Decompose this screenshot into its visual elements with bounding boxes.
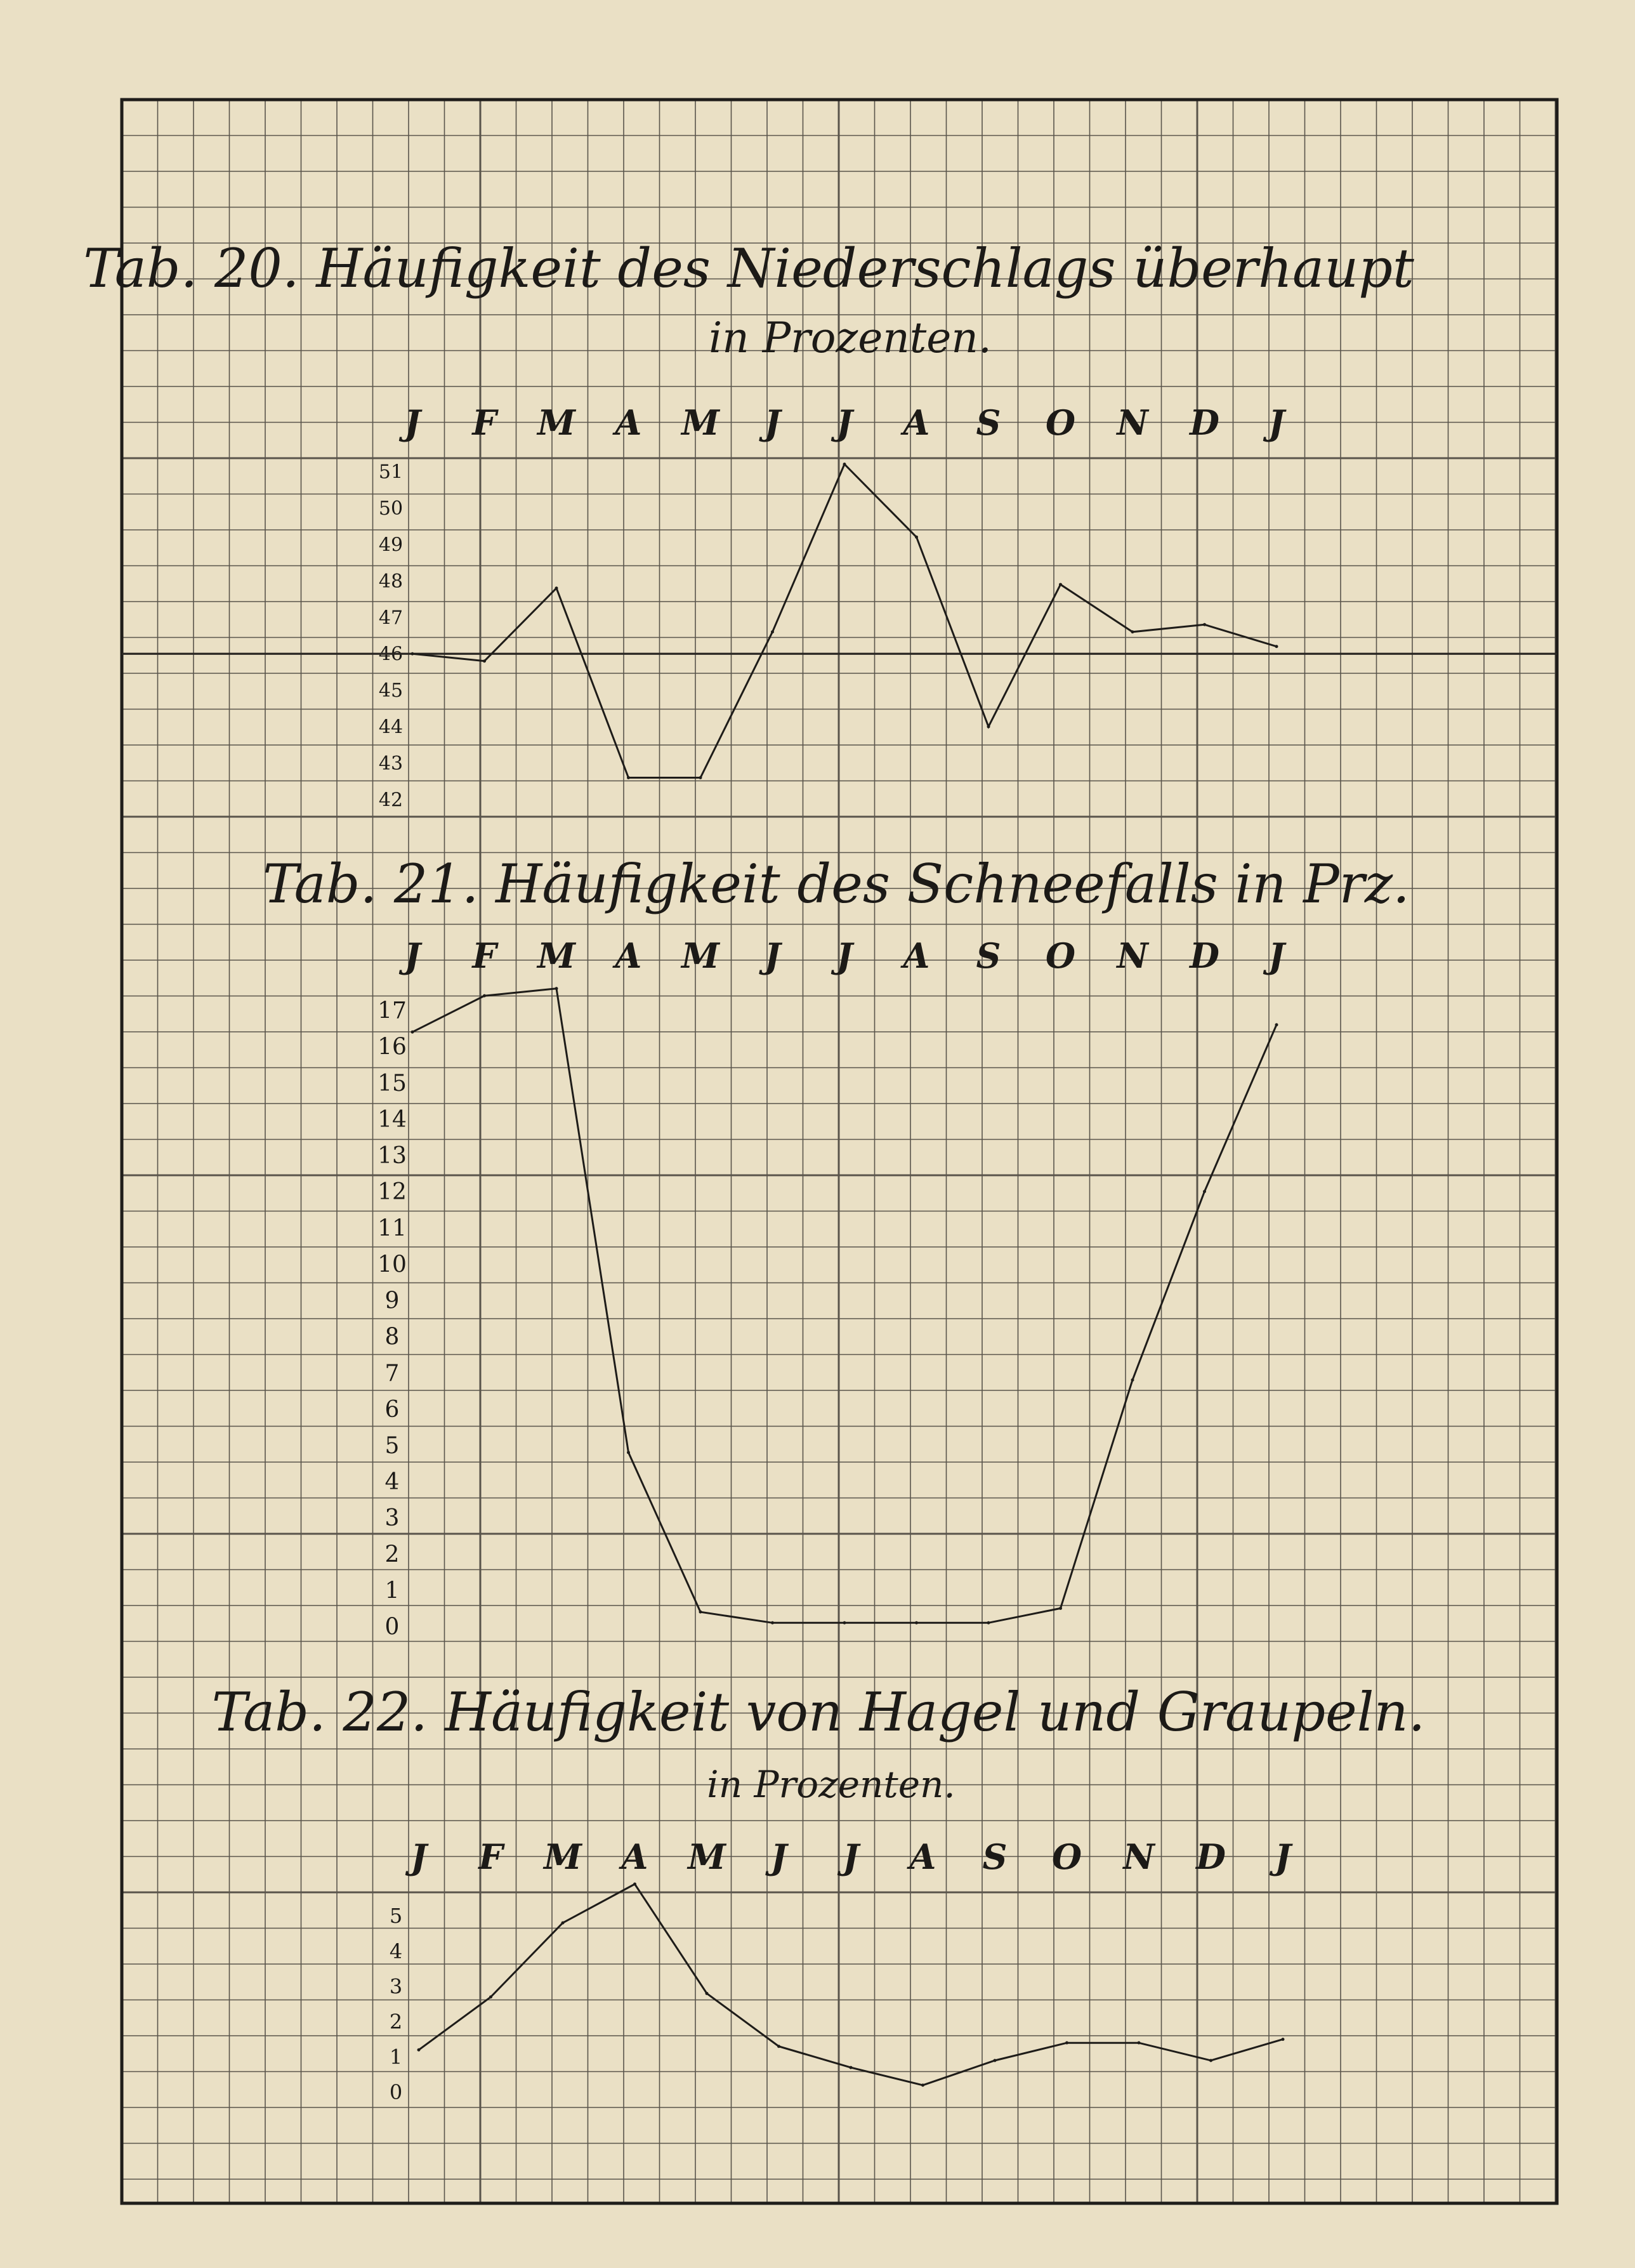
- y-tick-label: 4: [389, 1939, 403, 1963]
- month-label: S: [976, 935, 1001, 976]
- y-tick-label: 51: [378, 461, 404, 484]
- y-tick-label: 1: [384, 1578, 400, 1604]
- month-label: M: [688, 1836, 726, 1877]
- month-label: A: [621, 1836, 648, 1877]
- month-label: M: [537, 402, 575, 443]
- data-point: [1203, 623, 1206, 626]
- month-labels: [398, 935, 1287, 976]
- y-tick-label: 5: [384, 1433, 400, 1460]
- y-tick-label: 48: [378, 570, 404, 593]
- month-label: J: [1268, 402, 1285, 443]
- data-point: [627, 1451, 630, 1454]
- y-tick-label: 0: [384, 1614, 400, 1640]
- series-polyline: [419, 1884, 1283, 2085]
- y-tick-label: 49: [378, 534, 404, 557]
- series-polyline: [412, 465, 1277, 778]
- data-point: [411, 652, 414, 656]
- month-label: A: [903, 402, 930, 443]
- y-tick-label: 50: [378, 497, 404, 520]
- data-point: [699, 776, 702, 779]
- month-label: F: [478, 1836, 503, 1877]
- chart-title: Tab. 22. Häufigkeit von Hagel und Graupeln.: [211, 1681, 1426, 1743]
- y-tick-label: 7: [384, 1360, 400, 1387]
- data-point: [555, 987, 558, 990]
- month-label: J: [1275, 1836, 1291, 1877]
- data-point: [987, 725, 990, 729]
- data-point: [411, 1031, 414, 1034]
- month-label: A: [615, 402, 642, 443]
- data-point: [771, 1621, 774, 1625]
- data-point: [1059, 1607, 1062, 1610]
- data-point: [633, 1882, 636, 1885]
- data-point: [1275, 645, 1278, 648]
- data-point: [777, 2045, 780, 2048]
- data-point: [561, 1922, 565, 1925]
- month-label: A: [909, 1836, 936, 1877]
- month-label: O: [1051, 1836, 1082, 1877]
- data-point: [1275, 1023, 1278, 1026]
- y-tick-label: 43: [378, 753, 404, 775]
- month-label: S: [982, 1836, 1008, 1877]
- y-tick-label: 0: [389, 2080, 403, 2105]
- y-tick-label: 10: [378, 1251, 407, 1278]
- data-point: [915, 1621, 918, 1625]
- data-point: [1138, 2041, 1141, 2045]
- y-tick-label: 13: [378, 1143, 407, 1170]
- data-point: [994, 2059, 997, 2062]
- month-label: A: [903, 935, 930, 976]
- y-tick-label: 11: [378, 1215, 407, 1242]
- data-point: [843, 1621, 846, 1625]
- y-axis-tick-labels: [379, 461, 403, 812]
- month-label: D: [1196, 1836, 1226, 1877]
- month-label: D: [1190, 402, 1219, 443]
- y-tick-label: 4: [384, 1469, 400, 1496]
- data-point: [1059, 583, 1062, 586]
- month-label: O: [1045, 402, 1076, 443]
- month-label: J: [836, 935, 853, 976]
- y-tick-label: 45: [378, 680, 404, 702]
- y-tick-label: 12: [378, 1179, 407, 1206]
- month-label: D: [1190, 935, 1219, 976]
- month-label: F: [472, 402, 497, 443]
- y-tick-label: 17: [378, 998, 407, 1024]
- month-label: J: [770, 1836, 787, 1877]
- y-tick-label: 6: [384, 1396, 400, 1423]
- data-point: [1131, 1378, 1134, 1381]
- month-label: M: [681, 402, 719, 443]
- chart-title: Tab. 20. Häufigkeit des Niederschlags überhaupt: [83, 237, 1414, 300]
- y-tick-label: 16: [378, 1034, 407, 1060]
- data-point: [921, 2083, 924, 2087]
- data-point: [483, 994, 486, 998]
- y-tick-label: 3: [384, 1505, 400, 1532]
- data-point: [699, 1611, 702, 1614]
- data-point: [771, 630, 774, 633]
- month-label: J: [836, 402, 853, 443]
- month-label: O: [1045, 935, 1076, 976]
- chart-title: Tab. 21. Häufigkeit des Schneefalls in Prz.: [263, 853, 1410, 915]
- data-point: [706, 1992, 709, 1995]
- data-point: [489, 1995, 492, 1998]
- series-line: [417, 1882, 1285, 2087]
- data-point: [915, 536, 918, 539]
- chart-subtitle: in Prozenten.: [709, 313, 992, 362]
- y-tick-label: 3: [389, 1974, 403, 1999]
- month-label: M: [537, 935, 575, 976]
- data-point: [1203, 1190, 1206, 1193]
- y-tick-label: 2: [384, 1541, 400, 1568]
- month-label: M: [681, 935, 719, 976]
- data-point: [1209, 2059, 1212, 2062]
- y-tick-label: 44: [378, 716, 404, 739]
- data-point: [417, 2048, 421, 2052]
- month-label: J: [404, 402, 421, 443]
- month-label: J: [410, 1836, 427, 1877]
- data-point: [843, 463, 846, 466]
- chart-subtitle: in Prozenten.: [707, 1763, 955, 1806]
- data-point: [850, 2066, 853, 2069]
- month-label: N: [1117, 402, 1148, 443]
- y-tick-label: 1: [389, 2045, 403, 2069]
- month-label: A: [615, 935, 642, 976]
- month-label: N: [1123, 1836, 1155, 1877]
- data-point: [555, 586, 558, 590]
- y-tick-label: 42: [378, 789, 404, 812]
- month-label: F: [472, 935, 497, 976]
- month-label: J: [843, 1836, 859, 1877]
- month-label: J: [764, 935, 781, 976]
- month-label: J: [1268, 935, 1285, 976]
- series-line: [411, 463, 1278, 779]
- data-point: [483, 659, 486, 663]
- y-tick-label: 15: [378, 1070, 407, 1097]
- series-polyline: [412, 989, 1277, 1623]
- y-tick-label: 8: [384, 1324, 400, 1350]
- data-point: [1282, 2038, 1285, 2041]
- y-tick-label: 47: [378, 607, 404, 630]
- data-point: [987, 1621, 990, 1625]
- data-point: [627, 776, 630, 779]
- y-tick-label: 9: [384, 1288, 400, 1314]
- chart-tab-20: [83, 237, 1557, 812]
- y-tick-label: 5: [389, 1904, 403, 1928]
- data-point: [1131, 630, 1134, 633]
- y-tick-label: 14: [378, 1106, 407, 1133]
- y-tick-label: 46: [378, 643, 404, 666]
- month-label: N: [1117, 935, 1148, 976]
- month-label: S: [976, 402, 1001, 443]
- series-line: [411, 987, 1278, 1625]
- month-label: J: [764, 402, 781, 443]
- y-tick-label: 2: [389, 2010, 403, 2034]
- month-label: M: [544, 1836, 582, 1877]
- data-point: [1065, 2041, 1068, 2045]
- y-axis-tick-labels: [390, 1904, 402, 2104]
- month-label: J: [404, 935, 421, 976]
